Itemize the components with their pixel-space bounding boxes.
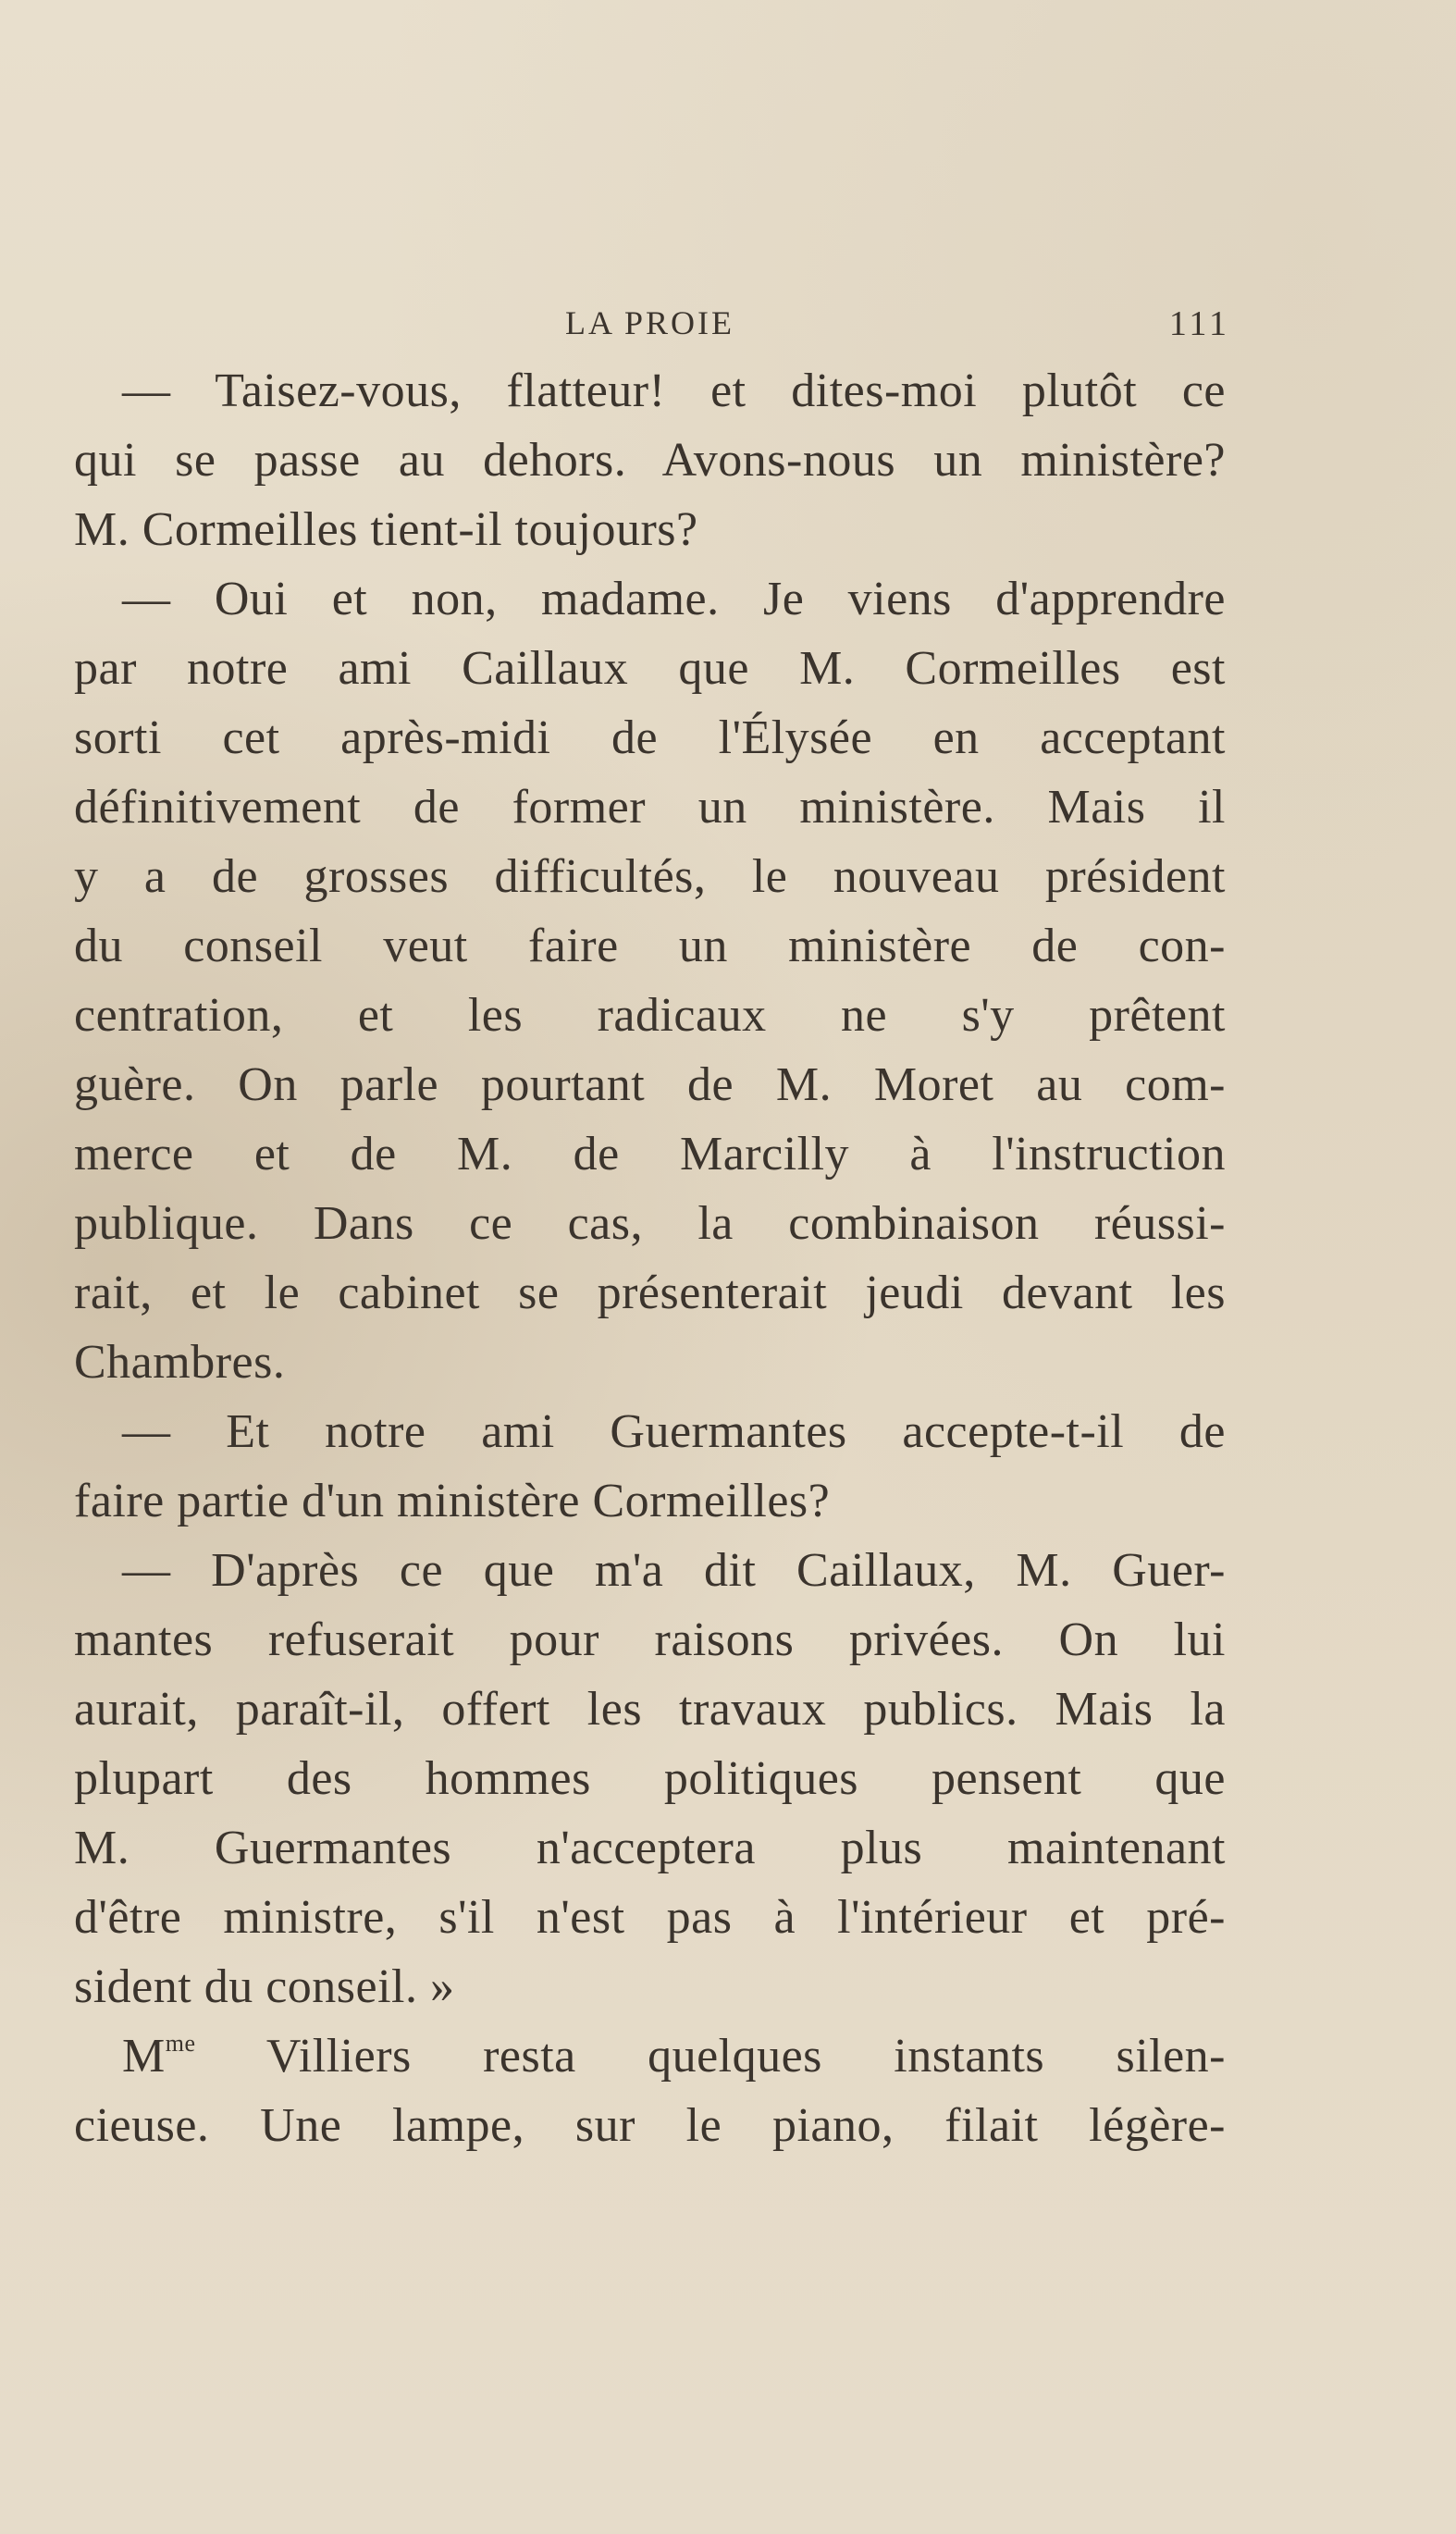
text-line: du conseil veut faire un ministère de con- <box>74 920 1226 972</box>
text-line: y a de grosses difficultés, le nouveau président <box>74 850 1226 903</box>
honorific-superscript: me <box>165 2030 196 2057</box>
text-line: faire partie d'un ministère Cormeilles? <box>74 1475 831 1527</box>
running-title: LA PROIE <box>564 304 734 341</box>
text-line: mantes refuserait pour raisons privées. On lui <box>74 1613 1226 1666</box>
text-line <box>74 2021 1226 2091</box>
text-line: merce et de M. de Marcilly à l'instruction <box>74 1128 1226 1180</box>
text-line: guère. On parle pourtant de M. Moret au com- <box>74 1058 1226 1111</box>
body-text <box>74 356 1226 2160</box>
line-rest: Villiers resta quelques instants silen- <box>195 2030 1226 2083</box>
text-line: cieuse. Une lampe, sur le piano, filait légère- <box>74 2099 1226 2152</box>
honorific-prefix: M <box>122 2030 166 2083</box>
text-line: sident du conseil. » <box>74 1960 455 2013</box>
text-line: — D'après ce que m'a dit Caillaux, M. Guer- <box>122 1544 1226 1597</box>
text-line: plupart des hommes politiques pensent que <box>74 1752 1226 1805</box>
page-number: 111 <box>1168 304 1230 343</box>
text-line: M. Cormeilles tient-il toujours? <box>74 503 698 556</box>
text-line: centration, et les radicaux ne s'y prêtent <box>74 989 1226 1042</box>
text-line: publique. Dans ce cas, la combinaison réussi- <box>74 1197 1226 1250</box>
text-line: rait, et le cabinet se présenterait jeudi devant les <box>74 1267 1226 1319</box>
text-line: d'être ministre, s'il n'est pas à l'intérieur et pré- <box>74 1891 1226 1944</box>
text-line: qui se passe au dehors. Avons-nous un ministère? <box>74 434 1226 487</box>
text-line: — Et notre ami Guermantes accepte-t-il de <box>122 1405 1226 1458</box>
text-line: Chambres. <box>74 1336 286 1389</box>
text-line: aurait, paraît-il, offert les travaux publics. Mais la <box>74 1683 1226 1736</box>
text-line: M. Guermantes n'acceptera plus maintenant <box>74 1822 1226 1874</box>
text-line: par notre ami Caillaux que M. Cormeilles est <box>74 642 1226 695</box>
text-line: définitivement de former un ministère. Mais il <box>74 781 1226 834</box>
text-line: — Oui et non, madame. Je viens d'apprendre <box>122 573 1226 625</box>
text-line: sorti cet après-midi de l'Élysée en acceptant <box>74 711 1226 764</box>
text-line: — Taisez-vous, flatteur! et dites-moi plutôt ce <box>122 365 1226 417</box>
running-head <box>74 303 1230 350</box>
